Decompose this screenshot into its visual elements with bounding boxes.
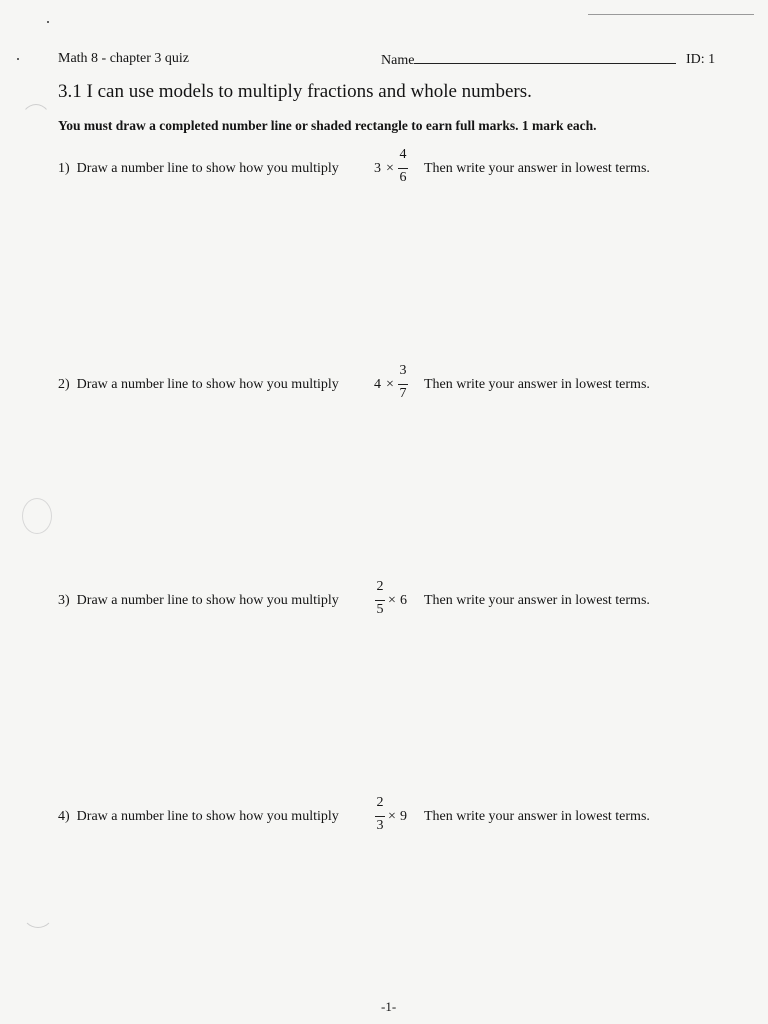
denominator: 5 — [376, 602, 384, 617]
question-2 — [58, 363, 698, 407]
question-prompt: 3) Draw a number line to show how you multiply — [58, 593, 339, 608]
question-1 — [58, 147, 698, 191]
question-prompt: 1) Draw a number line to show how you multiply — [58, 161, 339, 176]
scan-artifact-line — [588, 14, 754, 15]
whole-number: 4 — [374, 377, 381, 392]
question-instruction: Then write your answer in lowest terms. — [424, 593, 650, 608]
math-expression — [360, 147, 420, 191]
page-number: -1- — [381, 999, 397, 1014]
question-prompt: 4) Draw a number line to show how you multiply — [58, 809, 339, 824]
denominator: 7 — [399, 386, 407, 401]
fraction-bar — [398, 168, 408, 169]
question-instruction: Then write your answer in lowest terms. — [424, 161, 650, 176]
denominator: 6 — [399, 170, 407, 185]
name-label: Name — [381, 53, 415, 68]
math-expression — [360, 579, 420, 623]
scan-speck — [47, 21, 49, 23]
fraction — [374, 795, 386, 839]
name-blank-line[interactable] — [414, 51, 676, 64]
punch-hole-mark — [22, 896, 54, 928]
course-label: Math 8 - chapter 3 quiz — [58, 51, 190, 66]
whole-number: 6 — [400, 593, 407, 608]
math-expression — [360, 795, 420, 839]
times-sign: × — [386, 377, 394, 392]
fraction-bar — [398, 384, 408, 385]
math-expression — [360, 363, 420, 407]
fraction — [397, 147, 409, 191]
question-3 — [58, 579, 698, 623]
question-prompt: 2) Draw a number line to show how you multiply — [58, 377, 339, 392]
question-instruction: Then write your answer in lowest terms. — [424, 377, 650, 392]
whole-number: 3 — [374, 161, 381, 176]
question-4 — [58, 795, 698, 839]
fraction — [374, 579, 386, 623]
times-sign: × — [386, 161, 394, 176]
whole-number: 9 — [400, 809, 407, 824]
times-sign: × — [388, 593, 396, 608]
numerator: 4 — [399, 147, 407, 162]
question-instruction: Then write your answer in lowest terms. — [424, 809, 650, 824]
name-field[interactable] — [381, 51, 676, 69]
denominator: 3 — [376, 818, 384, 833]
fraction — [397, 363, 409, 407]
numerator: 2 — [376, 579, 384, 594]
punch-hole-mark — [22, 498, 52, 534]
fraction-bar — [375, 600, 385, 601]
numerator: 2 — [376, 795, 384, 810]
numerator: 3 — [399, 363, 407, 378]
punch-hole-mark — [20, 104, 52, 142]
section-title: 3.1 I can use models to multiply fractions and whole numbers. — [58, 81, 532, 102]
times-sign: × — [388, 809, 396, 824]
id-label: ID: 1 — [686, 52, 716, 67]
scan-speck — [17, 58, 19, 60]
instructions: You must draw a completed number line or shaded rectangle to earn full marks. 1 mark each. — [58, 118, 597, 133]
fraction-bar — [375, 816, 385, 817]
